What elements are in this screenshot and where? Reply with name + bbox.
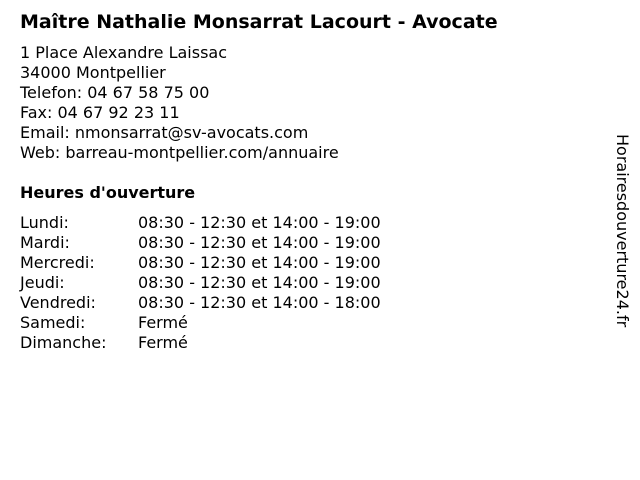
- day-hours: 08:30 - 12:30 et 14:00 - 19:00: [138, 273, 381, 292]
- fax-line: Fax: 04 67 92 23 11: [20, 103, 180, 122]
- hours-row-tuesday: [20, 233, 600, 253]
- day-label: Mardi:: [20, 233, 70, 252]
- hours-row-friday: [20, 293, 600, 313]
- day-hours: 08:30 - 12:30 et 14:00 - 19:00: [138, 233, 381, 252]
- day-label: Dimanche:: [20, 333, 107, 352]
- day-label: Mercredi:: [20, 253, 95, 272]
- hours-row-thursday: [20, 273, 600, 293]
- address-line-2: 34000 Montpellier: [20, 63, 166, 82]
- business-title: Maître Nathalie Monsarrat Lacourt - Avocate: [20, 11, 498, 33]
- hours-row-sunday: [20, 333, 600, 353]
- day-hours: 08:30 - 12:30 et 14:00 - 18:00: [138, 293, 381, 312]
- day-hours: 08:30 - 12:30 et 14:00 - 19:00: [138, 253, 381, 272]
- day-label: Jeudi:: [20, 273, 65, 292]
- web-line: Web: barreau-montpellier.com/annuaire: [20, 143, 339, 162]
- email-line: Email: nmonsarrat@sv-avocats.com: [20, 123, 309, 142]
- day-label: Vendredi:: [20, 293, 96, 312]
- hours-heading: Heures d'ouverture: [20, 183, 196, 202]
- day-label: Lundi:: [20, 213, 69, 232]
- day-label: Samedi:: [20, 313, 86, 332]
- site-brand-vertical: Horairesdouverture24.fr: [613, 134, 632, 328]
- phone-line: Telefon: 04 67 58 75 00: [20, 83, 210, 102]
- hours-row-monday: [20, 213, 600, 233]
- day-hours: Fermé: [138, 313, 188, 332]
- day-hours: Fermé: [138, 333, 188, 352]
- hours-table: [20, 213, 600, 353]
- day-hours: 08:30 - 12:30 et 14:00 - 19:00: [138, 213, 381, 232]
- hours-row-saturday: [20, 313, 600, 333]
- address-line-1: 1 Place Alexandre Laissac: [20, 43, 228, 62]
- hours-row-wednesday: [20, 253, 600, 273]
- business-card: [20, 10, 600, 353]
